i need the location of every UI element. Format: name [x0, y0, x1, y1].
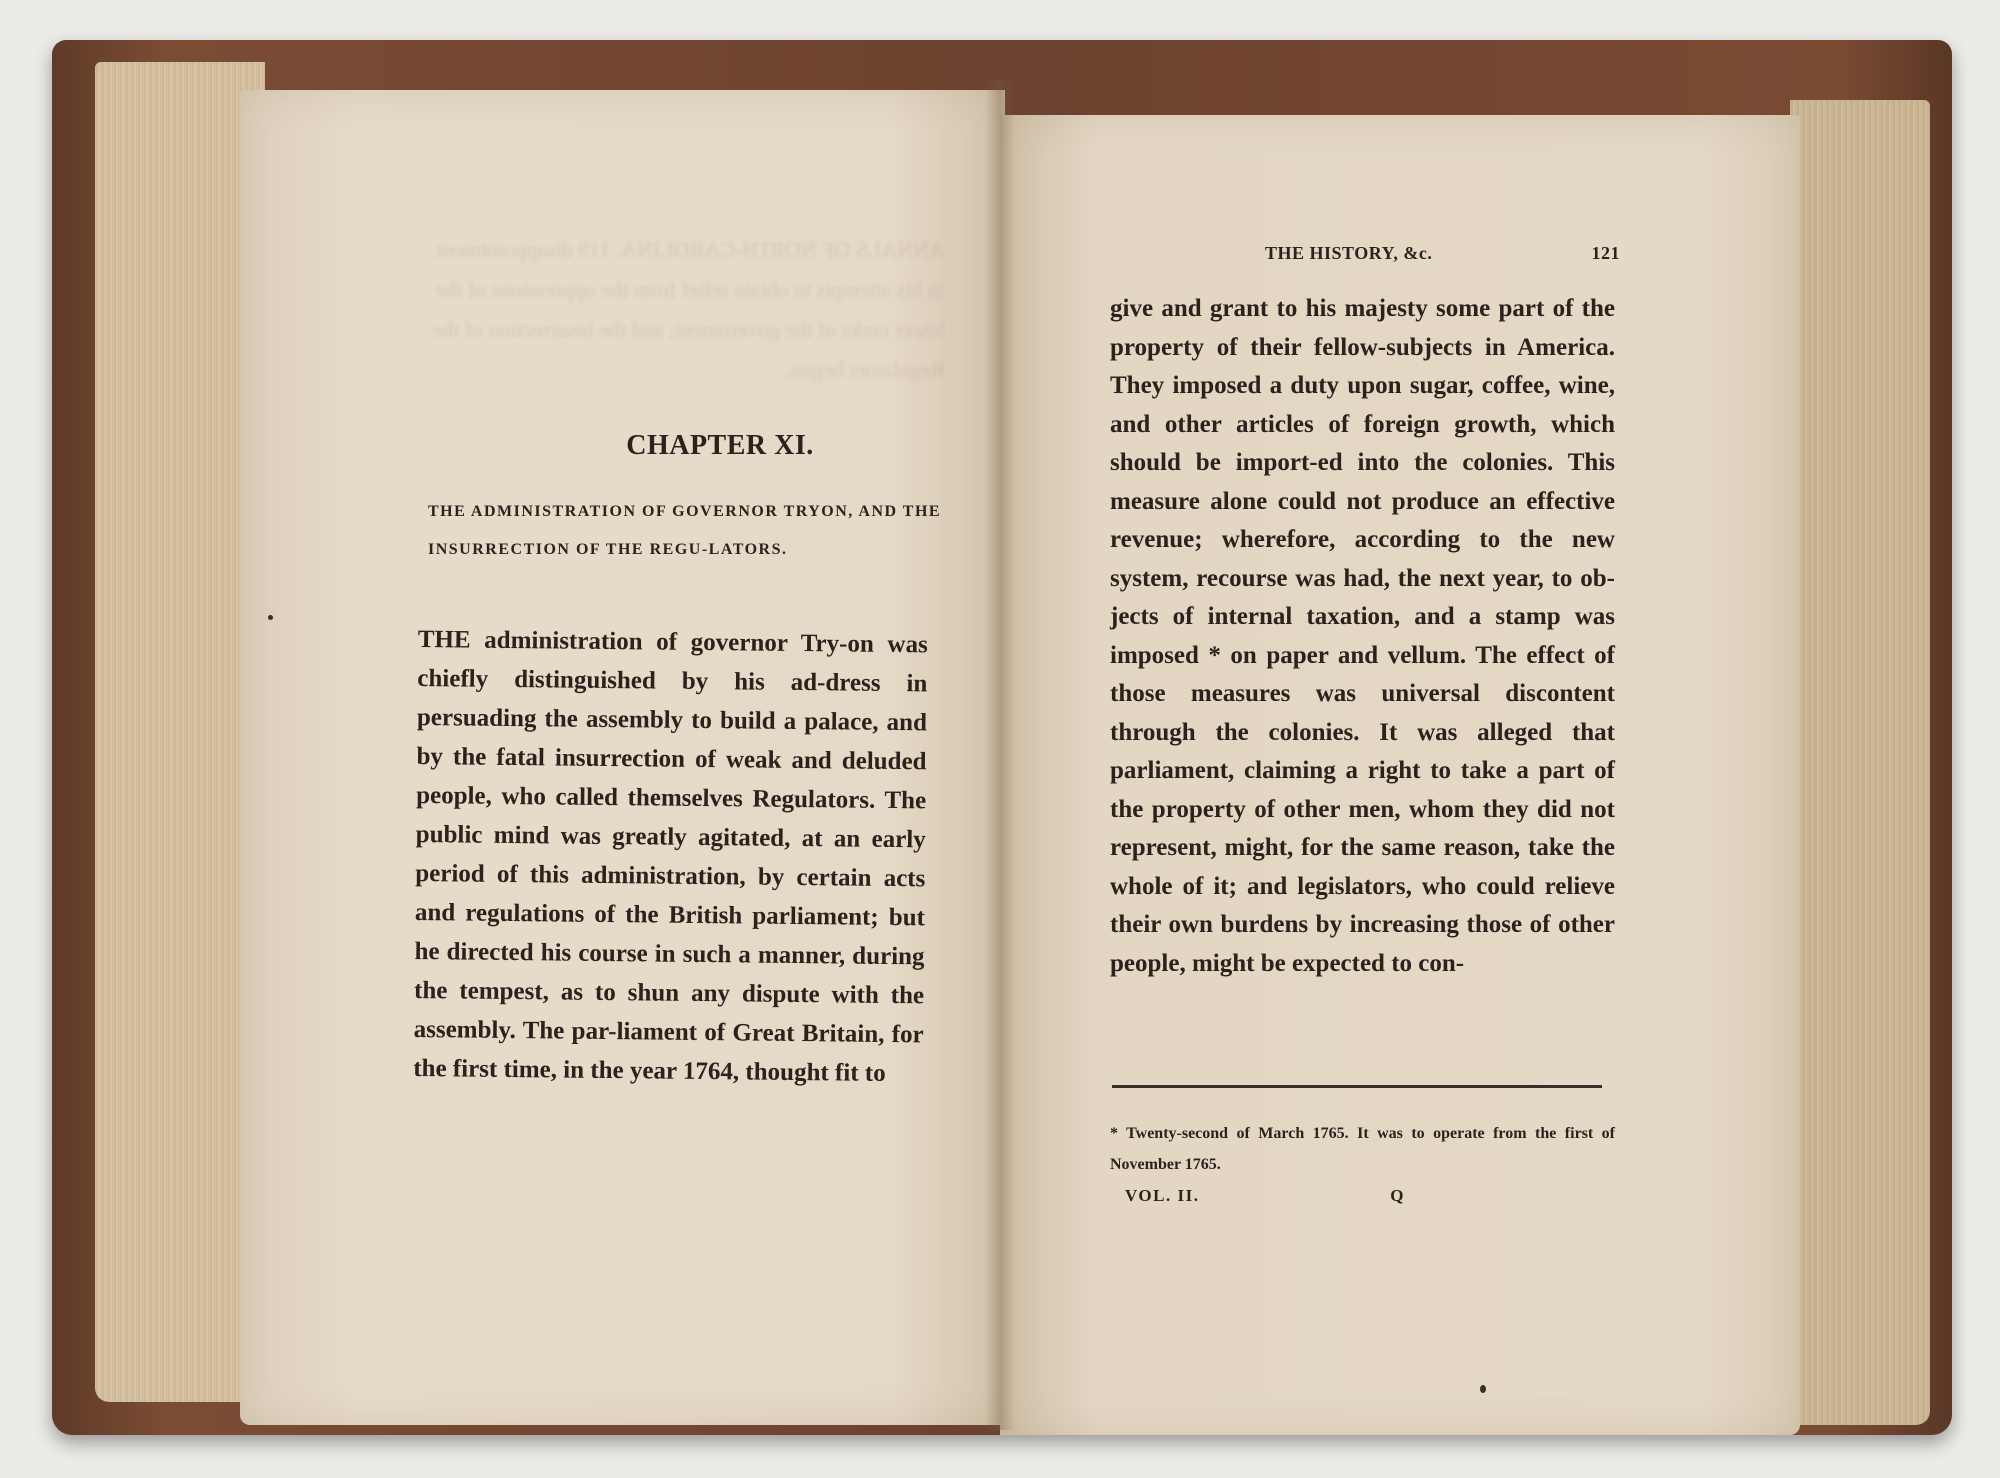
footnote-rule: [1112, 1085, 1602, 1088]
signature-line: [1125, 1186, 1405, 1206]
footnote: * Twenty-second of March 1765. It was to operate from the first of November 1765.: [1110, 1125, 1615, 1173]
ink-speck: [1480, 1385, 1486, 1393]
book-gutter: [985, 80, 1015, 1430]
chapter-title: CHAPTER XI.: [626, 430, 814, 461]
right-page-edges: [1790, 100, 1930, 1425]
signature-mark: Q: [1390, 1186, 1405, 1205]
left-page-body-text: THE administration of governor Try-on was chiefly distinguished by his ad-dress in persuading the assembly to build a palace, and by the fatal insurrection of weak and deluded people, who called themselves Regulators. The public mind was greatly agitated, at an early period of this administration, by certain acts and regulations of the British parliament; but he directed his course in such a manner, during the tempest, as to shun any dispute with the assembly. The par-liament of Great Britain, for the first time, in the year 1764, thought fit to: [413, 625, 928, 1087]
chapter-subtitle: THE ADMINISTRATION OF GOVERNOR TRYON, AND THE INSURRECTION OF THE REGU-LATORS.: [428, 503, 942, 558]
running-head: [1265, 243, 1620, 264]
volume-label: VOL. II.: [1125, 1186, 1200, 1205]
page-number: 121: [1591, 243, 1620, 263]
right-page-body-text: give and grant to his majesty some part of the property of their fellow-subjects in America. They imposed a duty upon sugar, coffee, wine, and other articles of foreign growth, which should be import-ed into the colonies. This measure alone could not produce an effective revenue; wherefore, according to the new system, recourse was had, the next year, to ob-jects of internal taxation, and a stamp was imposed * on paper and vellum. The effect of those measures was universal discontent through the colonies. It was alleged that parliament, claiming a right to take a part of the property of other men, whom they did not represent, might, for the same reason, take the whole of it; and legislators, who could relieve their own burdens by increasing those of other people, might be expected to con-: [1110, 295, 1615, 977]
bleed-through-text: ANNALS OF NORTH-CAROLINA. 119 disappointment in his attempts to obtain relief from the oppressions of the lower ranks of the government; and the insurrection of the Regulators began.: [432, 237, 945, 382]
running-head-title: THE HISTORY, &c.: [1265, 243, 1433, 263]
ink-speck: [268, 615, 273, 620]
